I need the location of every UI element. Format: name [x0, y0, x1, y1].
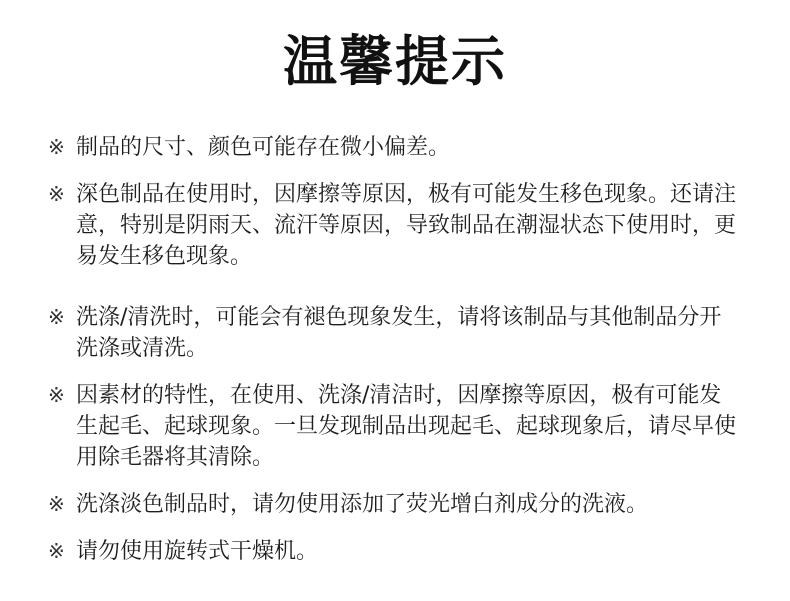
list-item	[48, 132, 738, 163]
list-item	[48, 302, 738, 364]
page-title: 温馨提示	[283, 30, 507, 93]
list-item	[48, 179, 738, 272]
note-text: 洗涤淡色制品时，请勿使用添加了荧光增白剂成分的洗液。	[76, 492, 649, 517]
list-item	[48, 380, 738, 473]
note-text: 深色制品在使用时，因摩擦等原因，极有可能发生移色现象。还请注意，特别是阴雨天、流汗等原因，导致制品在潮湿状态下使用时，更易发生移色现象。	[76, 182, 737, 269]
notice-list	[48, 132, 738, 583]
reference-mark-icon: ※	[48, 305, 65, 329]
note-text: 请勿使用旋转式干燥机。	[76, 539, 319, 564]
list-item	[48, 536, 738, 567]
note-text: 因素材的特性，在使用、洗涤/清洁时，因摩擦等原因，极有可能发生起毛、起球现象。一旦发现制品出现起毛、起球现象后，请尽早使用除毛器将其清除。	[76, 383, 737, 470]
note-text: 制品的尺寸、颜色可能存在微小偏差。	[76, 135, 451, 160]
reference-mark-icon: ※	[48, 492, 65, 516]
reference-mark-icon: ※	[48, 182, 65, 206]
reference-mark-icon: ※	[48, 383, 65, 407]
reference-mark-icon: ※	[48, 135, 65, 159]
note-text: 洗涤/清洗时，可能会有褪色现象发生，请将该制品与其他制品分开洗涤或清洗。	[76, 305, 722, 361]
reference-mark-icon: ※	[48, 539, 65, 563]
list-item	[48, 489, 738, 520]
